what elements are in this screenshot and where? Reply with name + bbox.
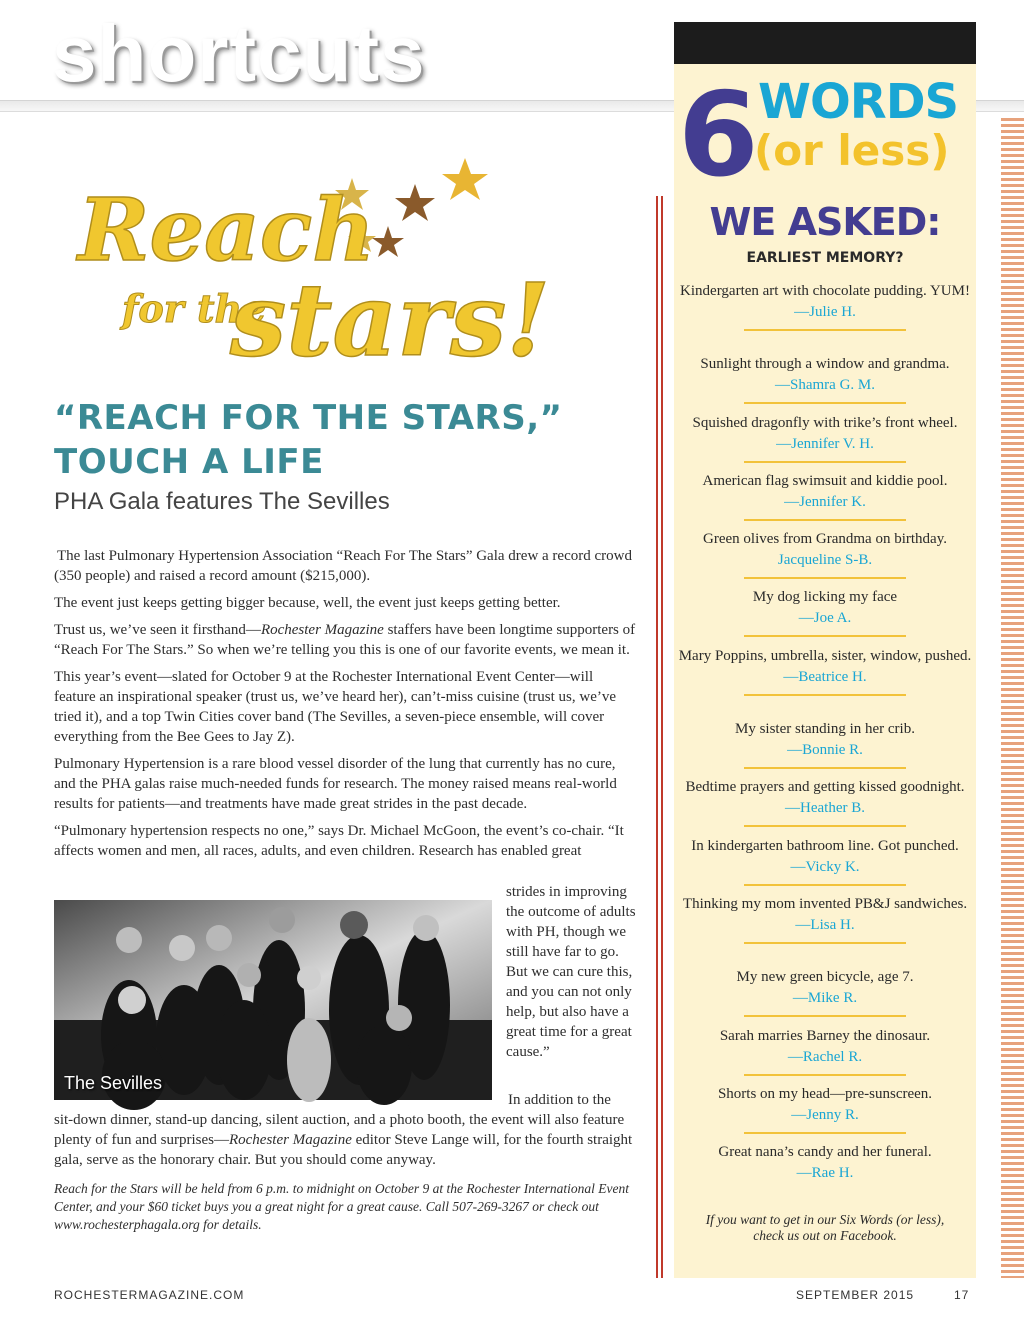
memory-author: —Rae H. [796, 1165, 854, 1182]
memory-card [717, 1085, 933, 1134]
paragraph [54, 1110, 638, 1170]
headline-line-2: TOUCH A LIFE [54, 442, 324, 482]
memory-author: —Bonnie R. [787, 742, 863, 759]
sidebar-note: If you want to get in our Six Words (or less), check us out on Facebook. [705, 1212, 945, 1243]
memory-author: —Rachel R. [787, 1048, 863, 1065]
memory-author: —Mike R. [792, 990, 858, 1007]
memory-item [674, 474, 976, 532]
sidebar-words: WORDS [758, 74, 959, 130]
magazine-title: Rochester Magazine [228, 1132, 352, 1148]
memory-quote: Sarah marries Barney the dinosaur. [719, 1027, 931, 1044]
memory-quote: Thinking my mom invented PB&J sandwiches. [682, 895, 968, 912]
memory-item [674, 722, 976, 780]
article-tail [54, 1090, 638, 1170]
memory-author: —Jenny R. [791, 1106, 859, 1123]
six-words-sidebar [674, 22, 976, 1278]
memory-quote: Great nana’s candy and her funeral. [718, 1144, 932, 1161]
memory-card [691, 837, 959, 886]
memory-item [674, 357, 976, 415]
memory-card [692, 414, 958, 463]
memory-item [674, 1145, 976, 1203]
article-subhead: PHA Gala features The Sevilles [54, 488, 390, 515]
memory-author: —Joe A. [798, 610, 852, 627]
memory-quote: Bedtime prayers and getting kissed goodnight. [685, 779, 965, 796]
paragraph: This year’s event—slated for October 9 at the Rochester International Event Center—will feature an inspirational speaker (trust us, we’ve heard her), can’t-miss cuisine (trust us, we’ve tried it), and a top Twin Cities cover band (The Sevilles, a seven-piece ensemble, will cover everything from the Bee Gees to Jay Z). [54, 669, 617, 745]
memory-card [718, 1144, 932, 1190]
text-run: editor Steve Lange will, for the fourth straight gala, serve as the honorary chair. But you should come anyway. [54, 1132, 633, 1168]
sidebar-top-bar [674, 22, 976, 64]
footer-issue: SEPTEMBER 2015 [796, 1288, 915, 1302]
memory-author: —Julie H. [794, 304, 856, 320]
memory-item [674, 1087, 976, 1145]
footer-site: ROCHESTERMAGAZINE.COM [54, 1288, 245, 1302]
memory-item [674, 839, 976, 897]
band-photo [54, 900, 492, 1100]
paragraph: “Pulmonary hypertension respects no one,” says Dr. Michael McGoon, the event’s co-chair. “It affects women and men, all races, adults, and even children. Research has enabled great [54, 823, 624, 859]
article-headline [54, 396, 614, 484]
memory-author: —Jennifer K. [784, 493, 866, 510]
memory-item [674, 532, 976, 590]
memory-quote: Kindergarten art with chocolate pudding. YUM! [680, 283, 970, 299]
sidebar-rule-left [656, 196, 658, 1278]
memory-card [702, 472, 948, 521]
logo-for-the: for the [122, 286, 267, 331]
memory-item [674, 780, 976, 838]
memory-author: —Jennifer V. H. [776, 435, 874, 452]
section-title: shortcuts [52, 9, 426, 98]
memory-card [700, 356, 950, 404]
logo-stars: stars! [230, 261, 551, 379]
text-run: staffers have been longtime supporters of “Reach For The Stars.” So when we’re telling you this is one of our favorite events, we mean it. [54, 622, 636, 658]
star-icon [442, 158, 488, 200]
text-run: sit-down dinner, stand-up dancing, silent auction, and a photo booth, the event will also feature plenty of fun and surprises— [54, 1112, 625, 1148]
memory-quote: My dog licking my face [752, 589, 898, 606]
memory-quote: Squished dragonfly with trike’s front wheel. [692, 414, 958, 431]
article-body [54, 546, 638, 868]
memory-quote: Shorts on my head—pre-sunscreen. [717, 1085, 933, 1102]
memory-quote: My new green bicycle, age 7. [736, 969, 914, 986]
memory-card [685, 779, 965, 827]
headline-line-1: “REACH FOR THE STARS,” [54, 398, 563, 438]
paragraph: Pulmonary Hypertension is a rare blood vessel disorder of the lung that currently has no cure, and the PHA galas raise much-needed funds for research. The money raised means real-world results for patients—and treatments have made great strides in the past decade. [54, 756, 617, 812]
memory-author: —Beatrice H. [783, 668, 867, 685]
memory-list [674, 284, 976, 1203]
memory-quote: In kindergarten bathroom line. Got punched. [691, 837, 959, 854]
reach-for-the-stars-logo [70, 150, 551, 385]
memory-author: —Heather B. [785, 800, 865, 817]
memory-quote: Green olives from Grandma on birthday. [703, 531, 947, 548]
memory-item [674, 1029, 976, 1087]
memory-item [674, 897, 976, 970]
event-details-note: Reach for the Stars will be held from 6 p.m. to midnight on October 9 at the Rochester International Event Center, and your $60 ticket buys you a great night for a great cause. Call 507-269-3267 or check out www.rochesterphagala.org for details. [54, 1181, 630, 1232]
band-photo-image [54, 900, 492, 1100]
article-wrap-text: strides in improving the outcome of adults with PH, though we still have far to go. But we can cure this, and you can not only help, but also have a great time for a great cause.” [506, 884, 636, 1060]
memory-item [674, 590, 976, 648]
memory-quote: Mary Poppins, umbrella, sister, window, pushed. [678, 647, 972, 664]
memory-card [680, 283, 970, 331]
memory-card [678, 647, 972, 696]
memory-card [719, 1027, 931, 1076]
sidebar-we-asked: WE ASKED: [709, 200, 941, 244]
memory-quote: Sunlight through a window and grandma. [700, 356, 950, 373]
logo-reach: Reach [78, 180, 375, 281]
paragraph: The last Pulmonary Hypertension Association “Reach For The Stars” Gala drew a record crowd (350 people) and raised a record amount ($215,000). [54, 548, 632, 584]
text-run: Trust us, we’ve seen it firsthand— [54, 622, 261, 638]
paragraph [54, 620, 638, 660]
sidebar-question: EARLIEST MEMORY? [746, 250, 904, 266]
star-icon [372, 226, 404, 257]
memory-item [674, 284, 976, 357]
memory-author: —Vicky K. [790, 858, 860, 875]
memory-item [674, 970, 976, 1028]
memory-quote: American flag swimsuit and kiddie pool. [702, 472, 948, 489]
paragraph: The event just keeps getting bigger because, well, the event just keeps getting better. [54, 595, 561, 611]
photo-caption: The Sevilles [64, 1073, 163, 1093]
memory-item [674, 649, 976, 722]
sidebar-six: 6 [678, 68, 755, 203]
memory-card [744, 590, 906, 637]
memory-card [703, 531, 947, 579]
magazine-title: Rochester Magazine [260, 622, 384, 638]
sidebar-rule-left-inner [661, 196, 663, 1278]
memory-card [682, 895, 968, 944]
star-icon [395, 184, 435, 221]
memory-card [735, 721, 915, 769]
sidebar-or-less: (or less) [754, 126, 950, 175]
page-number: 17 [954, 1288, 970, 1302]
text-run: In addition to the [508, 1092, 611, 1108]
memory-author: —Lisa H. [795, 916, 855, 933]
memory-author: —Shamra G. M. [775, 377, 875, 394]
logo-graphic [70, 150, 551, 385]
memory-author: Jacqueline S-B. [777, 552, 873, 569]
memory-card [736, 969, 914, 1017]
memory-quote: My sister standing in her crib. [735, 721, 915, 738]
striped-edge [1001, 118, 1024, 1278]
memory-item [674, 416, 976, 474]
